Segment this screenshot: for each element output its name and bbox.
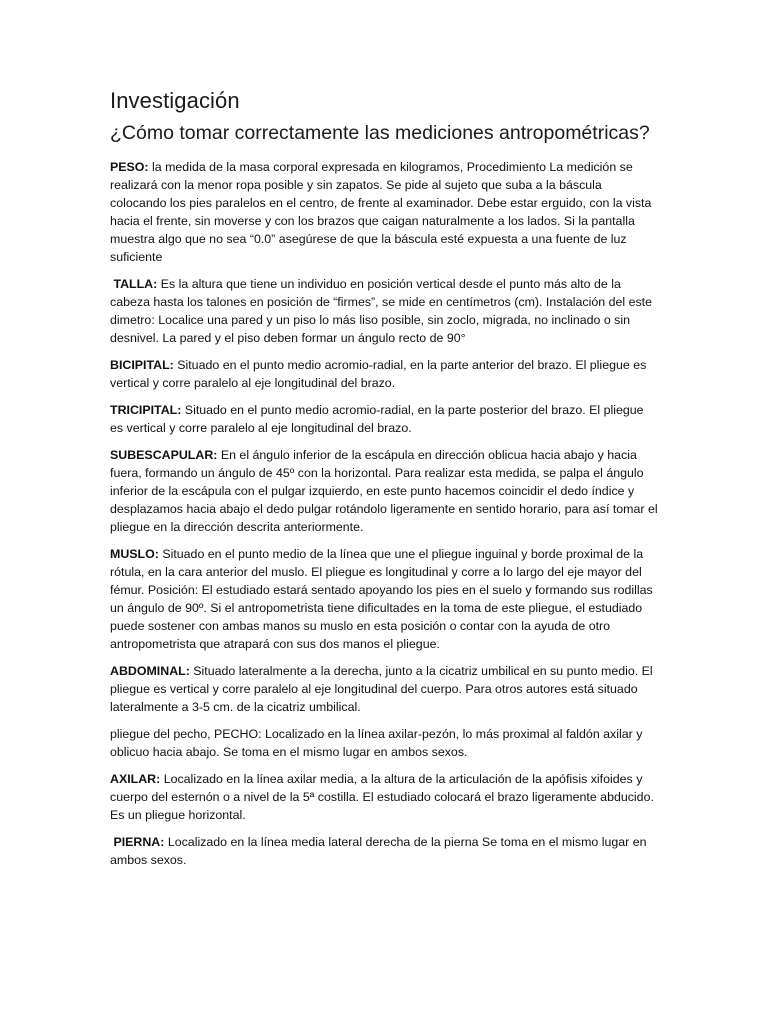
text-pecho: pliegue del pecho, PECHO: Localizado en la línea axilar-pezón, lo más proximal al faldón axilar y oblicuo hacia abajo. Se toma en el mismo lugar en ambos sexos. — [110, 726, 643, 759]
document-subtitle: ¿Cómo tomar correctamente las mediciones antropométricas? — [110, 122, 650, 145]
text-talla: Es la altura que tiene un individuo en posición vertical desde el punto más alto de la cabeza hasta los talones en posición de “firmes”, se mide en centímetros (cm). Instalación del este dimetro: Localice una pared y un piso lo más liso posible, sin zoclo, migrada, no inclinado o sin desnivel. La pared y el piso deben formar un ángulo recto de 90° — [110, 276, 653, 345]
paragraph-pecho — [110, 725, 658, 761]
paragraph-pierna — [110, 833, 658, 869]
paragraph-abdominal — [110, 662, 658, 716]
paragraph-axilar — [110, 770, 658, 824]
term-axilar: AXILAR: — [110, 771, 161, 786]
text-abdominal: Situado lateralmente a la derecha, junto a la cicatriz umbilical en su punto medio. El pliegue es vertical y corre paralelo al eje longitudinal del cuerpo. Para otros autores está situado lateralmente a 3-5 cm. de la cicatriz umbilical. — [110, 663, 653, 714]
document-title: Investigación — [110, 88, 240, 113]
paragraph-tricipital — [110, 401, 658, 437]
text-tricipital: Situado en el punto medio acromio-radial, en la parte posterior del brazo. El pliegue es vertical y corre paralelo al eje longitudinal del brazo. — [110, 402, 644, 435]
term-talla: TALLA: — [110, 276, 158, 291]
paragraph-talla — [110, 275, 658, 347]
text-axilar: Localizado en la línea axilar media, a la altura de la articulación de la apófisis xifoides y cuerpo del esternón o a nivel de la 5ª costilla. El estudiado colocará el brazo ligeramente abducido. Es un pliegue horizontal. — [110, 771, 654, 822]
term-subescapular: SUBESCAPULAR: — [110, 447, 218, 462]
term-muslo: MUSLO: — [110, 546, 159, 561]
term-abdominal: ABDOMINAL: — [110, 663, 190, 678]
document-content — [110, 88, 658, 878]
term-pierna: PIERNA: — [110, 834, 165, 849]
text-peso: la medida de la masa corporal expresada en kilogramos, Procedimiento La medición se realizará con la menor ropa posible y sin zapatos. Se pide al sujeto que suba a la báscula colocando los pies paralelos en el centro, de frente al examinador. Debe estar erguido, con la vista hacia el frente, sin moverse y con los brazos que caigan naturalmente a los lados. Si la pantalla muestra algo que no sea “0.0” asegúrese de que la báscula esté expuesta a una fuente de luz suficiente — [110, 159, 652, 264]
text-bicipital: Situado en el punto medio acromio-radial, en la parte anterior del brazo. El pliegue es vertical y corre paralelo al eje longitudinal del brazo. — [110, 357, 647, 390]
paragraph-bicipital — [110, 356, 658, 392]
paragraph-subescapular — [110, 446, 658, 536]
paragraph-muslo — [110, 545, 658, 653]
term-tricipital: TRICIPITAL: — [110, 402, 182, 417]
text-pierna: Localizado en la línea media lateral derecha de la pierna Se toma en el mismo lugar en ambos sexos. — [110, 834, 647, 867]
term-bicipital: BICIPITAL: — [110, 357, 174, 372]
text-subescapular: En el ángulo inferior de la escápula en dirección oblicua hacia abajo y hacia fuera, formando un ángulo de 45º con la horizontal. Para realizar esta medida, se palpa el ángulo inferior de la escápula con el pulgar izquierdo, en este punto hacemos coincidir el dedo índice y desplazamos hacia abajo el dedo pulgar rotándolo ligeramente en sentido horario, para así tomar el pliegue en la dirección descrita anteriormente. — [110, 447, 658, 534]
term-peso: PESO: — [110, 159, 149, 174]
text-muslo: Situado en el punto medio de la línea que une el pliegue inguinal y borde proximal de la rótula, en la cara anterior del muslo. El pliegue es longitudinal y corre a lo largo del eje mayor del fémur. Posición: El estudiado estará sentado apoyando los pies en el suelo y formando sus rodillas un ángulo de 90º. Si el antropometrista tiene dificultades en la toma de este pliegue, el estudiado puede sostener con ambas manos su muslo en esta posición o contar con la ayuda de otro antropometrista que atrapará con sus dos manos el pliegue. — [110, 546, 653, 651]
paragraph-peso — [110, 158, 658, 266]
